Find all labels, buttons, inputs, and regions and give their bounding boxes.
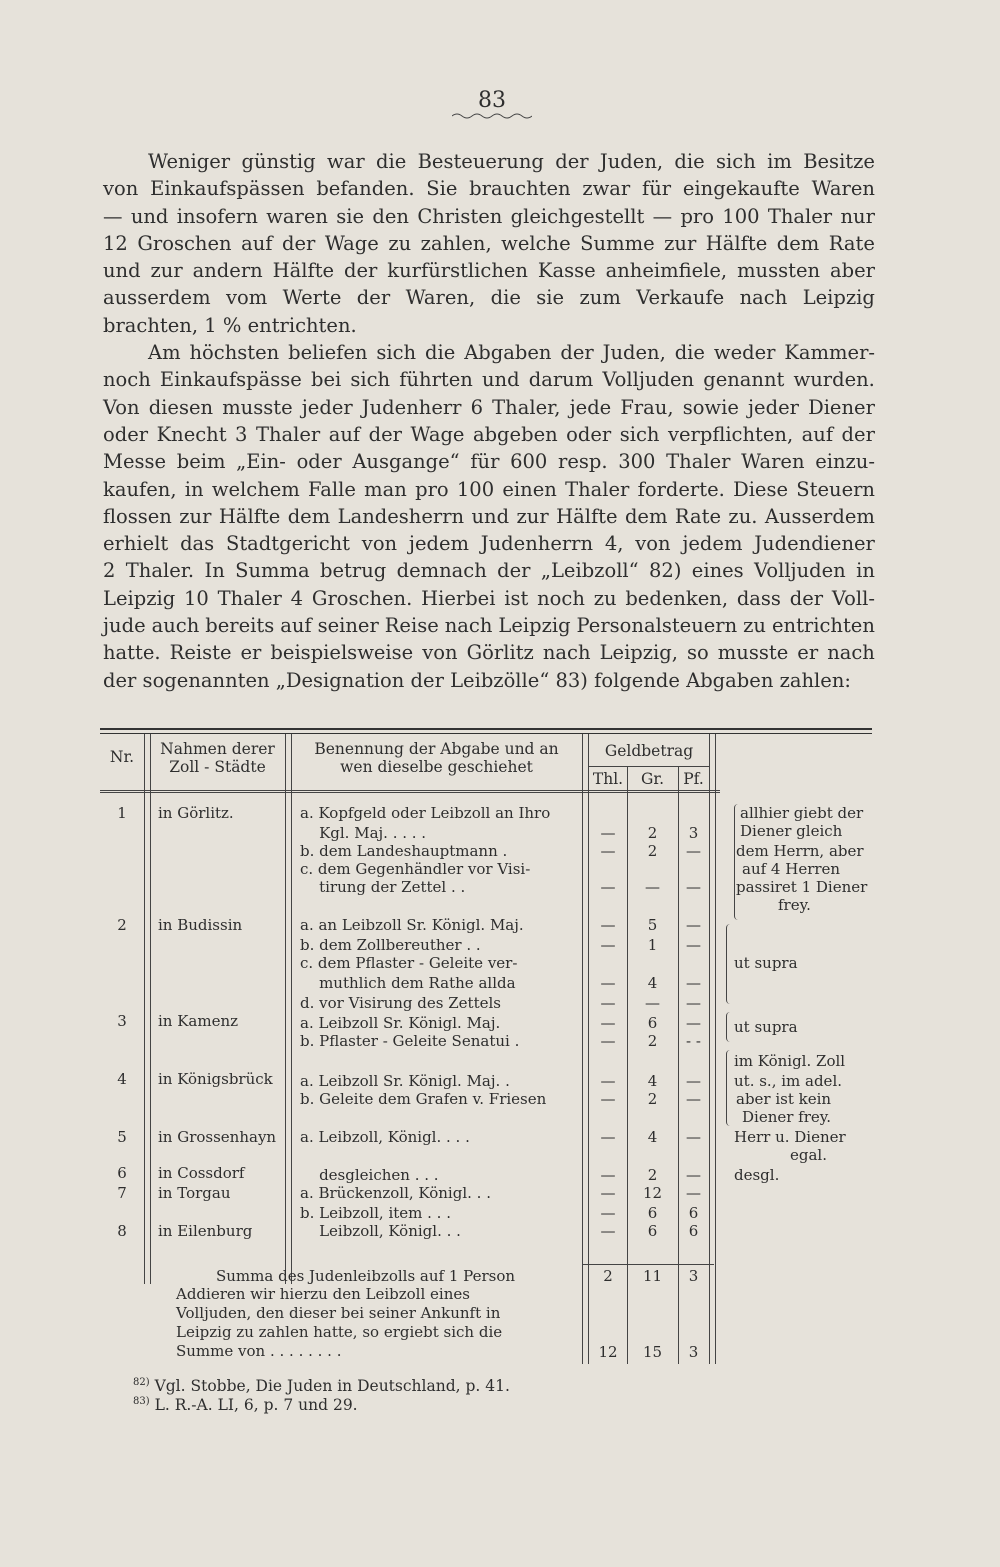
text-line: Leipzig 10 Thaler 4 Groschen. Hierbei ist noch zu bedenken, dass der Voll- xyxy=(103,586,875,610)
sum-label: Summa des Judenleibzolls auf 1 Person xyxy=(216,1267,516,1285)
remark-line: passiret 1 Diener xyxy=(736,878,868,896)
header-money: Geldbetrag xyxy=(604,742,694,760)
total-thl: 12 xyxy=(598,1343,618,1361)
footnote-text: L. R.-A. LI, 6, p. 7 und 29. xyxy=(149,1396,358,1415)
text-line: flossen zur Hälfte dem Landesherrn und zur Hälfte dem Rate zu. Ausserdem xyxy=(103,504,875,528)
remark-line: ut. s., im adel. xyxy=(734,1072,843,1090)
text-line: — und insofern waren sie den Christen gleichgestellt — pro 100 Thaler nur xyxy=(103,204,875,228)
text-line: jude auch bereits auf seiner Reise nach Leipzig Personalsteuern zu entrichten xyxy=(103,614,875,638)
total-text xyxy=(176,1285,502,1361)
row-town: in Budissin xyxy=(158,916,243,934)
header-desc-line2: wen dieselbe geschiehet xyxy=(340,758,533,776)
amount-pf: — xyxy=(686,1014,701,1032)
row-town: in Königsbrück xyxy=(158,1070,273,1088)
text-line: 12 Groschen auf der Wage zu zahlen, welche Summe zur Hälfte dem Rate xyxy=(103,231,875,255)
amount-gr: 6 xyxy=(647,1014,658,1032)
item-description: c. dem Gegenhändler vor Visi- xyxy=(300,860,531,878)
amount-pf: — xyxy=(686,1072,701,1090)
amount-thl: — xyxy=(600,1128,616,1146)
text-line: kaufen, in welchem Falle man pro 100 einen Thaler forderte. Diese Steuern xyxy=(103,477,875,501)
total-text-line: Leipzig zu zahlen hatte, so ergiebt sich die xyxy=(176,1323,503,1341)
remark-line: dem Herrn, aber xyxy=(736,842,864,860)
total-text-line: Summe von . . . . . . . . xyxy=(176,1342,342,1360)
col-sep-desc xyxy=(582,734,589,1364)
col-sep-nr xyxy=(144,734,151,1284)
row-number: 7 xyxy=(117,1184,127,1202)
header-towns xyxy=(150,740,285,776)
footnote-83 xyxy=(133,1396,358,1414)
row-town: in Kamenz xyxy=(158,1012,239,1030)
item-description: a. an Leibzoll Sr. Königl. Maj. xyxy=(300,916,524,934)
amount-thl: — xyxy=(600,824,616,842)
text-line: hatte. Reiste er beispielsweise von Görlitz nach Leipzig, so musste er nach xyxy=(103,641,875,665)
amount-gr: 2 xyxy=(647,824,658,842)
remark-line: aber ist kein xyxy=(736,1090,832,1108)
text-line: erhielt das Stadtgericht von jedem Judenherrn 4, von jedem Judendiener xyxy=(103,532,875,556)
text-line: Messe beim „Ein- oder Ausgange“ für 600 resp. 300 Thaler Waren einzu- xyxy=(103,450,875,474)
row-number: 1 xyxy=(117,804,127,822)
sum-rule xyxy=(582,1264,714,1265)
remark-brace xyxy=(734,804,741,920)
amount-pf: - - xyxy=(686,1032,701,1050)
total-pf: 3 xyxy=(688,1343,699,1361)
row-town: in Eilenburg xyxy=(158,1222,253,1240)
amount-gr: 5 xyxy=(647,916,658,934)
remark-line: auf 4 Herren xyxy=(742,860,841,878)
amount-thl: — xyxy=(600,994,616,1012)
remark-line: ut supra xyxy=(734,954,798,972)
remark-brace xyxy=(726,924,733,1004)
amount-thl: — xyxy=(600,878,616,896)
text-line: Am höchsten beliefen sich die Abgaben der Juden, die weder Kammer- xyxy=(148,341,875,365)
item-description: b. Leibzoll, item . . . xyxy=(300,1204,451,1222)
header-pf: Pf. xyxy=(683,770,704,788)
amount-thl: — xyxy=(600,916,616,934)
row-number: 4 xyxy=(117,1070,127,1088)
header-bottom-rule-2 xyxy=(100,792,720,793)
item-description: a. Kopfgeld oder Leibzoll an Ihro xyxy=(300,804,551,822)
remark-line: Herr u. Diener xyxy=(734,1128,846,1146)
amount-gr: 4 xyxy=(647,1128,658,1146)
amount-pf: — xyxy=(686,842,701,860)
text-line: und zur andern Hälfte der kurfürstlichen Kasse anheimfiele, mussten aber xyxy=(103,259,875,283)
amount-gr: 6 xyxy=(647,1222,658,1240)
item-description: a. Leibzoll, Königl. . . . xyxy=(300,1128,470,1146)
amount-gr: 2 xyxy=(647,1166,658,1184)
header-thl: Thl. xyxy=(592,770,624,788)
row-town: in Torgau xyxy=(158,1184,231,1202)
amount-thl: — xyxy=(600,1072,616,1090)
item-description: a. Leibzoll Sr. Königl. Maj. . xyxy=(300,1072,510,1090)
amount-pf: — xyxy=(686,1128,701,1146)
text-line: noch Einkaufspässe bei sich führten und darum Volljuden genannt wurden. xyxy=(103,368,875,392)
remark-line: allhier giebt der xyxy=(740,804,864,822)
item-description: a. Brückenzoll, Königl. . . xyxy=(300,1184,491,1202)
header-desc xyxy=(291,740,582,776)
amount-gr: 2 xyxy=(647,1032,658,1050)
remark-line: desgl. xyxy=(734,1166,780,1184)
header-nr: Nr. xyxy=(109,748,135,766)
ornament-line xyxy=(452,112,532,120)
amount-thl: — xyxy=(600,974,616,992)
row-town: in Grossenhayn xyxy=(158,1128,277,1146)
remark-line: egal. xyxy=(790,1146,827,1164)
amount-thl: — xyxy=(600,1032,616,1050)
header-bottom-rule xyxy=(100,790,720,791)
item-description: Kgl. Maj. . . . . xyxy=(300,824,427,842)
header-desc-line1: Benennung der Abgabe und an xyxy=(314,740,559,758)
remark-line: ut supra xyxy=(734,1018,798,1036)
remark-line: Diener frey. xyxy=(742,1108,832,1126)
text-line: der sogenannten „Designation der Leibzölle“ 83) folgende Abgaben zahlen: xyxy=(103,668,851,692)
amount-thl: — xyxy=(600,1204,616,1222)
header-towns-line1: Nahmen derer xyxy=(160,740,275,758)
money-sub-rule xyxy=(589,766,709,767)
sum-pf: 3 xyxy=(688,1267,699,1285)
amount-pf: — xyxy=(686,936,701,954)
amount-pf: 3 xyxy=(688,824,699,842)
item-description: c. dem Pflaster - Geleite ver- xyxy=(300,954,518,972)
header-towns-line2: Zoll - Städte xyxy=(169,758,266,776)
text-line: Weniger günstig war die Besteuerung der Juden, die sich im Besitze xyxy=(148,150,875,173)
amount-pf: 6 xyxy=(688,1204,699,1222)
item-description: tirung der Zettel . . xyxy=(300,878,466,896)
row-number: 5 xyxy=(117,1128,127,1146)
text-line: oder Knecht 3 Thaler auf der Wage abgeben oder sich verpflichten, auf der xyxy=(103,422,875,446)
amount-gr: 4 xyxy=(647,1072,658,1090)
text-line: ausserdem vom Werte der Waren, die sie zum Verkaufe nach Leipzig xyxy=(103,286,875,310)
col-sep-town xyxy=(285,734,292,1284)
item-description: Leibzoll, Königl. . . xyxy=(300,1222,461,1240)
item-description: b. Pflaster - Geleite Senatui . xyxy=(300,1032,520,1050)
text-line: brachten, 1 % entrichten. xyxy=(103,313,357,337)
row-number: 6 xyxy=(117,1164,127,1182)
remark-line: im Königl. Zoll xyxy=(734,1052,846,1070)
remark-line: frey. xyxy=(778,896,811,914)
amount-thl: — xyxy=(600,1090,616,1108)
row-number: 2 xyxy=(117,916,127,934)
item-description: a. Leibzoll Sr. Königl. Maj. xyxy=(300,1014,501,1032)
amount-gr: — xyxy=(645,878,660,896)
amount-gr: 4 xyxy=(647,974,658,992)
footnote-text: Vgl. Stobbe, Die Juden in Deutschland, p. 41. xyxy=(149,1377,510,1396)
footnote-82 xyxy=(133,1377,510,1395)
sum-gr: 11 xyxy=(642,1267,663,1285)
table-top-rule-2 xyxy=(100,733,872,734)
footnote-mark: 82) xyxy=(133,1377,150,1388)
text-line: Von diesen musste jeder Judenherr 6 Thaler, jede Frau, sowie jeder Diener xyxy=(103,395,875,419)
amount-thl: — xyxy=(600,1014,616,1032)
item-description: d. vor Visirung des Zettels xyxy=(300,994,501,1012)
text-line: von Einkaufspässen befanden. Sie brauchten zwar für eingekaufte Waren xyxy=(103,177,875,201)
amount-pf: — xyxy=(686,1166,701,1184)
sum-thl: 2 xyxy=(603,1267,613,1285)
amount-pf: 6 xyxy=(688,1222,699,1240)
remark-brace xyxy=(726,1012,733,1042)
amount-gr: 12 xyxy=(642,1184,663,1202)
total-gr: 15 xyxy=(642,1343,663,1361)
amount-thl: — xyxy=(600,1166,616,1184)
amount-gr: 1 xyxy=(647,936,658,954)
row-town: in Görlitz. xyxy=(158,804,234,822)
remark-brace xyxy=(726,1050,733,1126)
col-sep-pf xyxy=(709,734,716,1364)
page-number: 83 xyxy=(478,88,506,113)
item-description: b. dem Landeshauptmann . xyxy=(300,842,508,860)
row-number: 8 xyxy=(117,1222,127,1240)
table-top-rule xyxy=(100,728,872,730)
remark-line: Diener gleich xyxy=(740,822,843,840)
amount-pf: — xyxy=(686,994,701,1012)
amount-pf: — xyxy=(686,974,701,992)
body-text xyxy=(103,148,875,694)
item-description: b. Geleite dem Grafen v. Friesen xyxy=(300,1090,547,1108)
amount-pf: — xyxy=(686,916,701,934)
amount-pf: — xyxy=(686,1184,701,1202)
amount-gr: 6 xyxy=(647,1204,658,1222)
item-description: b. dem Zollbereuther . . xyxy=(300,936,481,954)
amount-thl: — xyxy=(600,936,616,954)
amount-pf: — xyxy=(686,1090,701,1108)
item-description: muthlich dem Rathe allda xyxy=(300,974,516,992)
item-description: desgleichen . . . xyxy=(300,1166,439,1184)
amount-thl: — xyxy=(600,842,616,860)
amount-gr: 2 xyxy=(647,842,658,860)
amount-thl: — xyxy=(600,1222,616,1240)
footnote-mark: 83) xyxy=(133,1396,150,1407)
amount-gr: 2 xyxy=(647,1090,658,1108)
row-town: in Cossdorf xyxy=(158,1164,245,1182)
total-text-line: Volljuden, den dieser bei seiner Ankunft in xyxy=(176,1304,501,1322)
row-number: 3 xyxy=(117,1012,127,1030)
header-gr: Gr. xyxy=(640,770,664,788)
amount-pf: — xyxy=(686,878,701,896)
total-text-line: Addieren wir hierzu den Leibzoll eines xyxy=(176,1285,470,1303)
amount-thl: — xyxy=(600,1184,616,1202)
amount-gr: — xyxy=(645,994,660,1012)
text-line: 2 Thaler. In Summa betrug demnach der „Leibzoll“ 82) eines Volljuden in xyxy=(103,559,875,583)
